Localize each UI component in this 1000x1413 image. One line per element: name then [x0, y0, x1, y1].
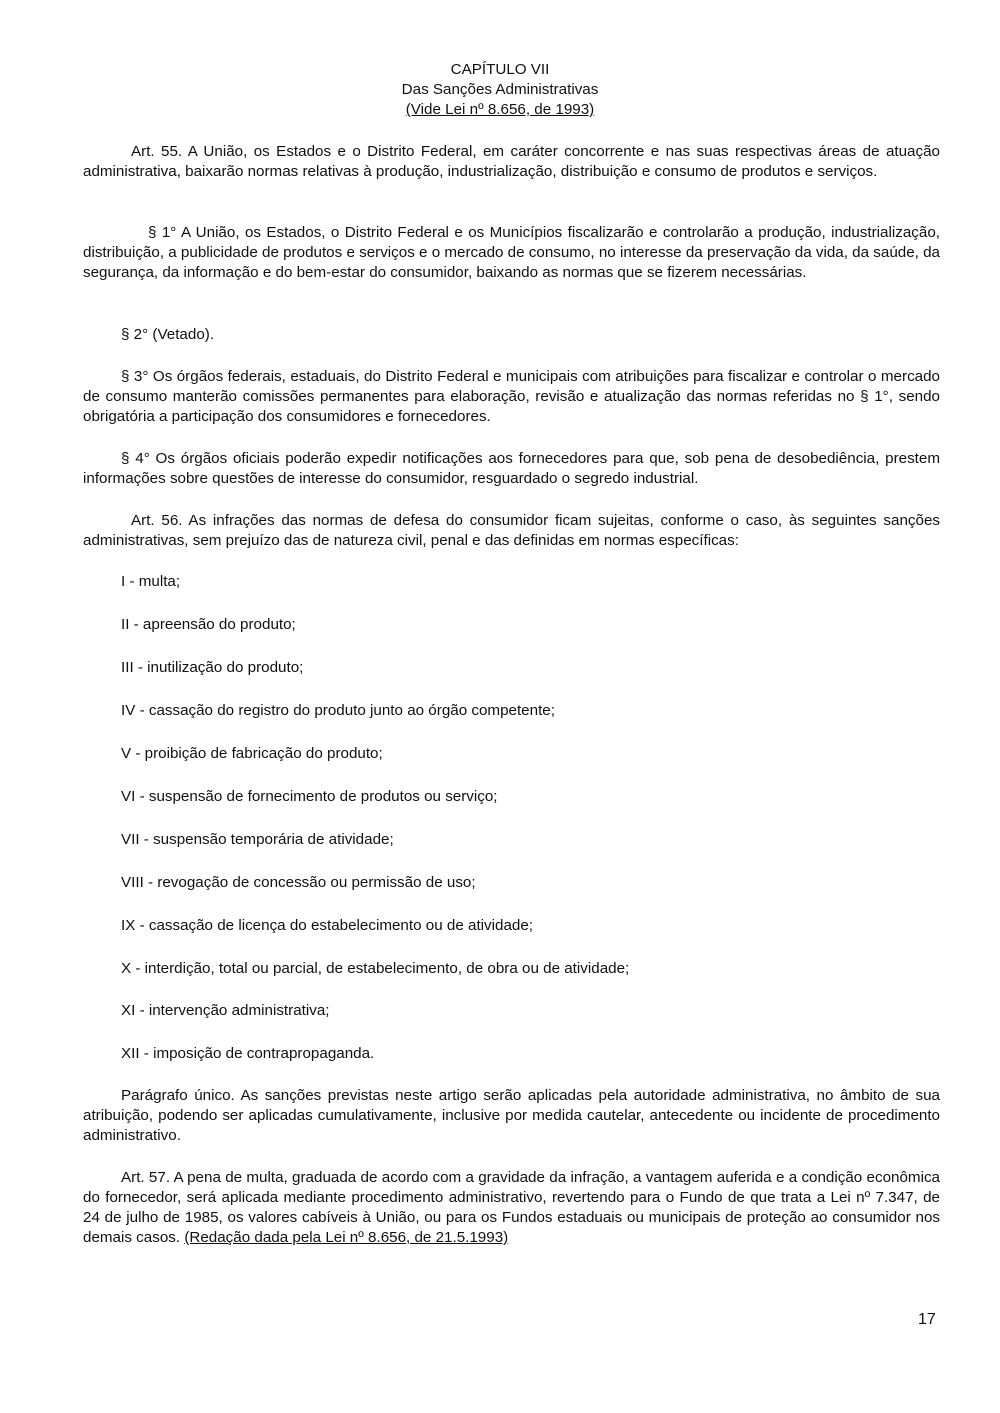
page-number: 17	[918, 1311, 936, 1328]
art-55-paragraph-1: § 1° A União, os Estados, o Distrito Federal e os Municípios fiscalizarão e controlarão a produção, industrialização, distribuição, a publicidade de produtos e serviços e o mercado de consumo, no interesse da preservação da vida, da saúde, da segurança, da informação e do bem-estar do consumidor, baixando as normas que se fizerem necessárias.	[83, 224, 940, 281]
art-57-caput	[83, 1168, 940, 1248]
chapter-heading	[0, 60, 1000, 120]
list-item: I - multa;	[121, 573, 181, 590]
list-item: IV - cassação do registro do produto junto ao órgão competente;	[121, 702, 555, 719]
art-56-caput: Art. 56. As infrações das normas de defesa do consumidor ficam sujeitas, conforme o caso, às seguintes sanções administrativas, sem prejuízo das de natureza civil, penal e das definidas em normas específicas:	[83, 512, 940, 549]
list-item: XII - imposição de contrapropaganda.	[121, 1045, 375, 1062]
list-item: X - interdição, total ou parcial, de estabelecimento, de obra ou de atividade;	[121, 960, 630, 977]
art-55-paragraph-3: § 3° Os órgãos federais, estaduais, do Distrito Federal e municipais com atribuições para fiscalizar e controlar o mercado de consumo manterão comissões permanentes para elaboração, revisão e atualização das normas referidas no § 1°, sendo obrigatória a participação dos consumidores e fornecedores.	[83, 368, 940, 425]
art-57-text: Art. 57. A pena de multa, graduada de acordo com a gravidade da infração, a vantagem auferida e a condição econômica do fornecedor, será aplicada mediante procedimento administrativo, revertendo para o Fundo de que trata a Lei nº 7.347, de 24 de julho de 1985, os valores cabíveis à União, ou para os Fundos estaduais ou municipais de proteção ao consumidor nos demais casos.	[83, 1169, 940, 1246]
list-item: VII - suspensão temporária de atividade;	[121, 831, 394, 848]
list-item: VI - suspensão de fornecimento de produtos ou serviço;	[121, 788, 498, 805]
art-55-caput: Art. 55. A União, os Estados e o Distrito Federal, em caráter concorrente e nas suas respectivas áreas de atuação administrativa, baixarão normas relativas à produção, industrialização, distribuição e consumo de produtos e serviços.	[83, 143, 940, 180]
list-item: V - proibição de fabricação do produto;	[121, 745, 383, 762]
chapter-reference-link[interactable]: (Vide Lei nº 8.656, de 1993)	[405, 101, 595, 118]
art-55-paragraph-2: § 2° (Vetado).	[121, 326, 215, 343]
chapter-title: Das Sanções Administrativas	[401, 81, 599, 98]
art-56-sole-paragraph: Parágrafo único. As sanções previstas neste artigo serão aplicadas pela autoridade administrativa, no âmbito de sua atribuição, podendo ser aplicadas cumulativamente, inclusive por medida cautelar, antecedente ou incidente de procedimento administrativo.	[83, 1087, 940, 1144]
amendment-link[interactable]: (Redação dada pela Lei nº 8.656, de 21.5.1993)	[184, 1229, 509, 1246]
list-item: XI - intervenção administrativa;	[121, 1002, 330, 1019]
list-item: III - inutilização do produto;	[121, 659, 304, 676]
art-55-paragraph-4: § 4° Os órgãos oficiais poderão expedir notificações aos fornecedores para que, sob pena de desobediência, prestem informações sobre questões de interesse do consumidor, resguardado o segredo industrial.	[83, 450, 940, 487]
chapter-number: CAPÍTULO VII	[450, 61, 550, 78]
list-item: IX - cassação de licença do estabelecimento ou de atividade;	[121, 917, 534, 934]
list-item: VIII - revogação de concessão ou permissão de uso;	[121, 874, 476, 891]
list-item: II - apreensão do produto;	[121, 616, 296, 633]
